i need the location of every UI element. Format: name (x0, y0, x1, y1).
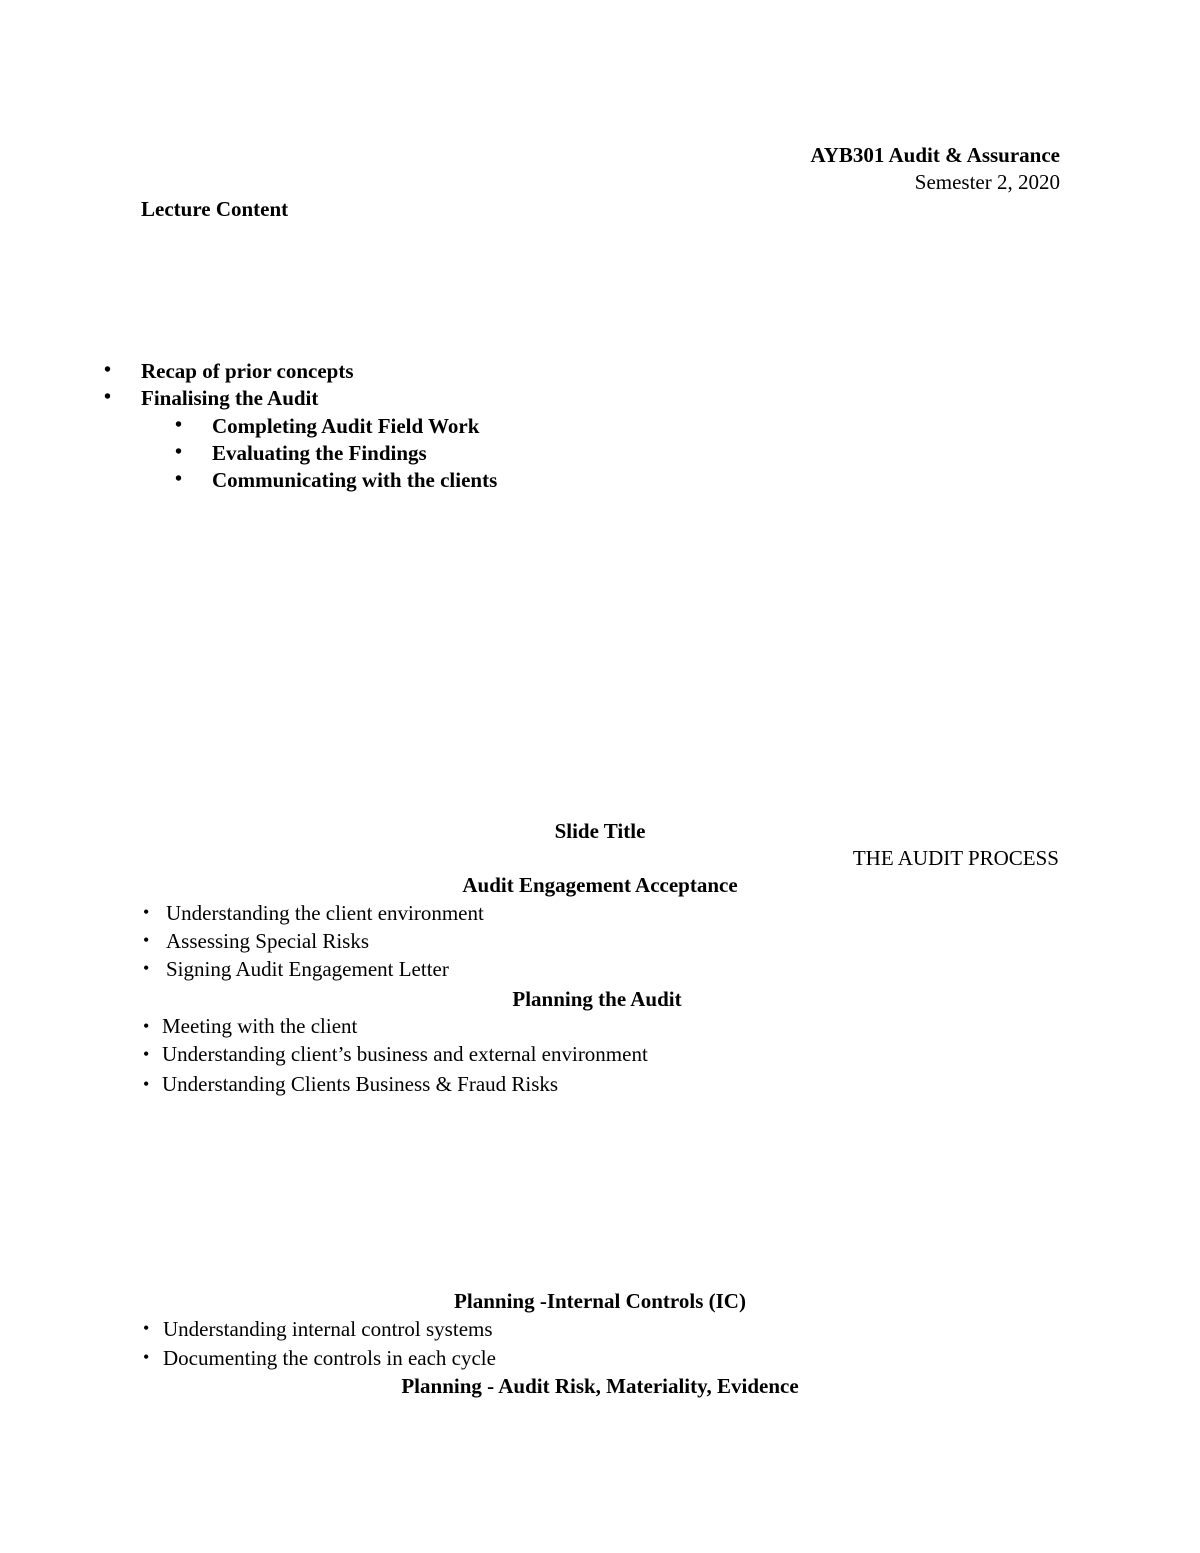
bullet-icon: • (143, 1074, 150, 1094)
lecture-item: Recap of prior concepts (141, 359, 354, 383)
section-item: Understanding internal control systems (163, 1317, 493, 1341)
section-item: Documenting the controls in each cycle (163, 1346, 496, 1370)
bullet-icon: • (143, 930, 150, 950)
lecture-item: Finalising the Audit (141, 386, 319, 410)
lecture-content-title: Lecture Content (141, 197, 289, 221)
bullet-icon: • (143, 958, 150, 978)
bullet-icon: • (104, 359, 112, 381)
slide-title-label: Slide Title (554, 819, 646, 843)
lecture-subitem: Evaluating the Findings (212, 441, 427, 465)
section-heading: Planning -Internal Controls (IC) (454, 1289, 746, 1313)
bullet-icon: • (175, 468, 183, 490)
section-heading: Planning the Audit (512, 987, 682, 1011)
lecture-subitem: Completing Audit Field Work (212, 414, 480, 438)
section-item: Signing Audit Engagement Letter (166, 957, 449, 981)
section-item: Understanding the client environment (166, 901, 484, 925)
semester-label: Semester 2, 2020 (914, 170, 1060, 194)
section-item: Assessing Special Risks (166, 929, 370, 953)
slide-title: THE AUDIT PROCESS (852, 846, 1059, 870)
section-heading: Planning - Audit Risk, Materiality, Evidence (401, 1374, 799, 1398)
bullet-icon: • (143, 1044, 150, 1064)
bullet-icon: • (104, 386, 112, 408)
bullet-icon: • (175, 414, 183, 436)
section-item: Understanding client’s business and external environment (162, 1042, 648, 1066)
bullet-icon: • (143, 1318, 150, 1338)
bullet-icon: • (175, 441, 183, 463)
section-heading: Audit Engagement Acceptance (462, 873, 738, 897)
lecture-subitem: Communicating with the clients (212, 468, 498, 492)
bullet-icon: • (143, 902, 150, 922)
section-item: Understanding Clients Business & Fraud Risks (162, 1072, 559, 1096)
bullet-icon: • (143, 1016, 150, 1036)
course-title: AYB301 Audit & Assurance (810, 143, 1060, 167)
bullet-icon: • (143, 1347, 150, 1367)
section-item: Meeting with the client (162, 1014, 358, 1038)
